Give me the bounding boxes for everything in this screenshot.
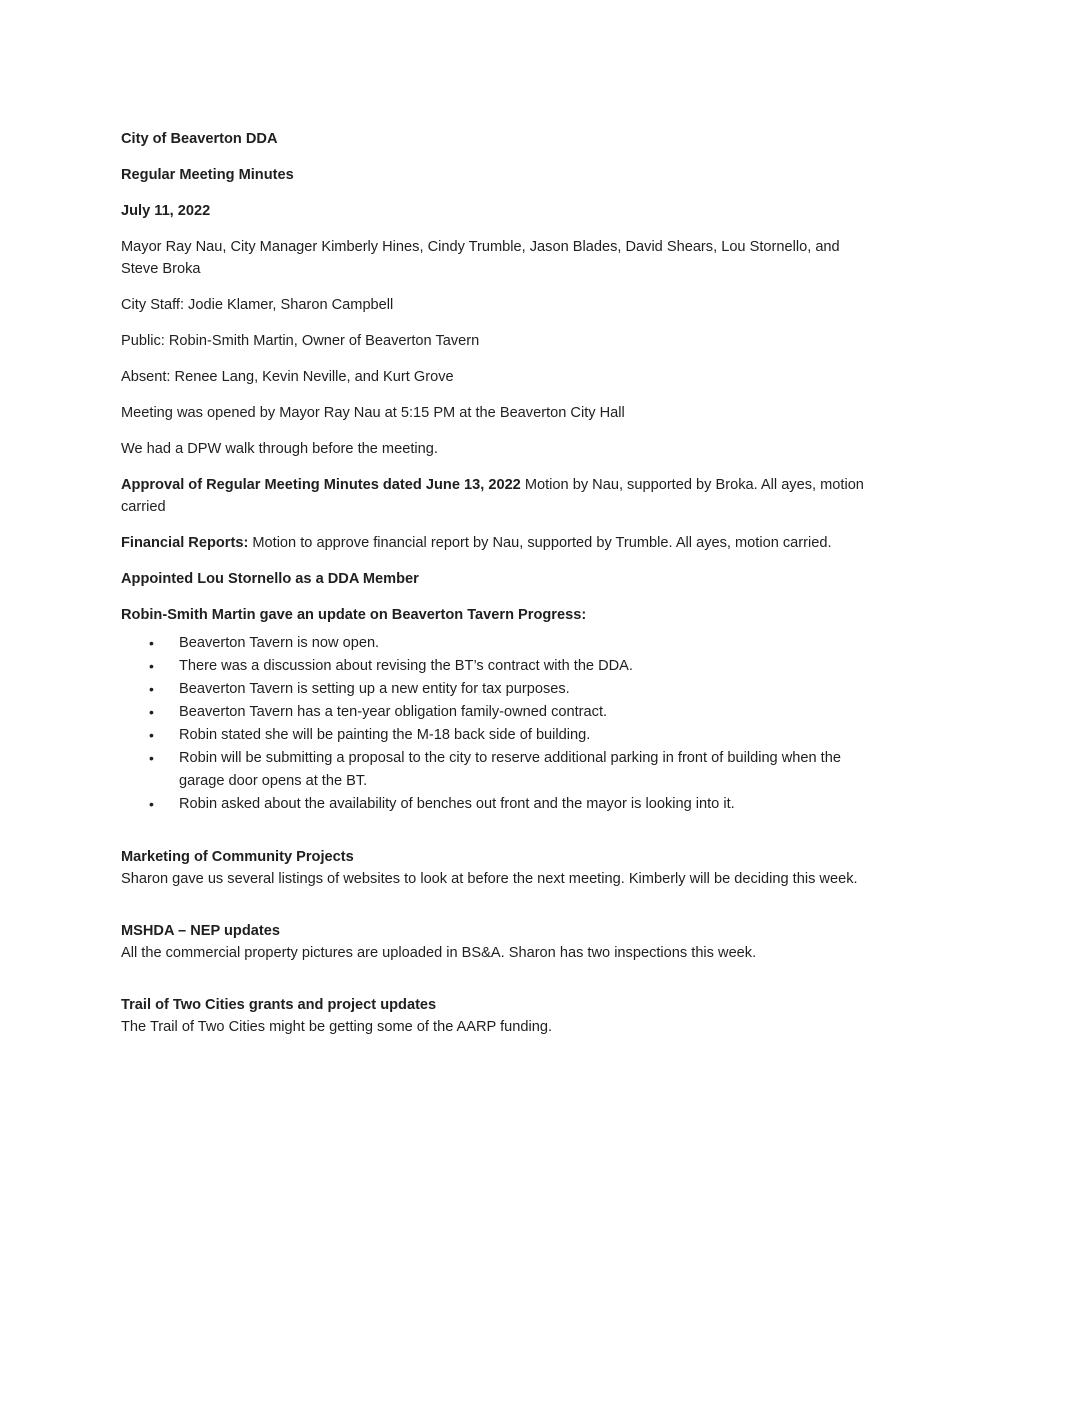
appointment: Appointed Lou Stornello as a DDA Member (121, 571, 419, 587)
minutes-document (121, 128, 881, 1038)
list-item: • Beaverton Tavern is setting up a new entity for tax purposes. (121, 678, 881, 701)
marketing-text: Sharon gave us several listings of websites to look at before the next meeting. Kimberly will be deciding this week. (121, 871, 858, 887)
organization-title: City of Beaverton DDA (121, 131, 278, 147)
mshda-heading: MSHDA – NEP updates (121, 923, 280, 939)
tavern-update-heading: Robin-Smith Martin gave an update on Beaverton Tavern Progress: (121, 607, 587, 623)
meeting-opened: Meeting was opened by Mayor Ray Nau at 5:15 PM at the Beaverton City Hall (121, 405, 625, 421)
tavern-update-list (121, 632, 881, 816)
trail-heading: Trail of Two Cities grants and project updates (121, 997, 437, 1013)
financial-title: Financial Reports: (121, 535, 249, 551)
list-item: • Robin asked about the availability of benches out front and the mayor is looking into it. (121, 793, 881, 816)
marketing-heading: Marketing of Community Projects (121, 849, 354, 865)
approval-text: Motion by Nau, supported by Broka. All ayes, motion carried (121, 477, 864, 515)
financial-text: Motion to approve financial report by Nau, supported by Trumble. All ayes, motion carried. (248, 535, 832, 551)
list-item: • Beaverton Tavern is now open. (121, 632, 881, 655)
approval-of-minutes (121, 474, 881, 518)
financial-reports (121, 532, 881, 554)
list-item: • Robin will be submitting a proposal to the city to reserve additional parking in front of building when the garage door opens at the BT. (121, 747, 881, 793)
members-present: Mayor Ray Nau, City Manager Kimberly Hines, Cindy Trumble, Jason Blades, David Shears, Lou Stornello, and Steve Broka (121, 239, 840, 277)
list-item: • There was a discussion about revising the BT’s contract with the DDA. (121, 655, 881, 678)
meeting-type-heading: Regular Meeting Minutes (121, 167, 294, 183)
approval-title: Approval of Regular Meeting Minutes dated June 13, 2022 (121, 477, 521, 493)
mshda-text: All the commercial property pictures are uploaded in BS&A. Sharon has two inspections this week. (121, 945, 757, 961)
dpw-walkthrough: We had a DPW walk through before the meeting. (121, 441, 438, 457)
trail-text: The Trail of Two Cities might be getting some of the AARP funding. (121, 1019, 553, 1035)
absent-members: Absent: Renee Lang, Kevin Neville, and Kurt Grove (121, 369, 454, 385)
meeting-date: July 11, 2022 (121, 203, 211, 219)
public-attendees: Public: Robin-Smith Martin, Owner of Beaverton Tavern (121, 333, 480, 349)
list-item: • Robin stated she will be painting the M-18 back side of building. (121, 724, 881, 747)
list-item: • Beaverton Tavern has a ten-year obligation family-owned contract. (121, 701, 881, 724)
city-staff: City Staff: Jodie Klamer, Sharon Campbell (121, 297, 394, 313)
